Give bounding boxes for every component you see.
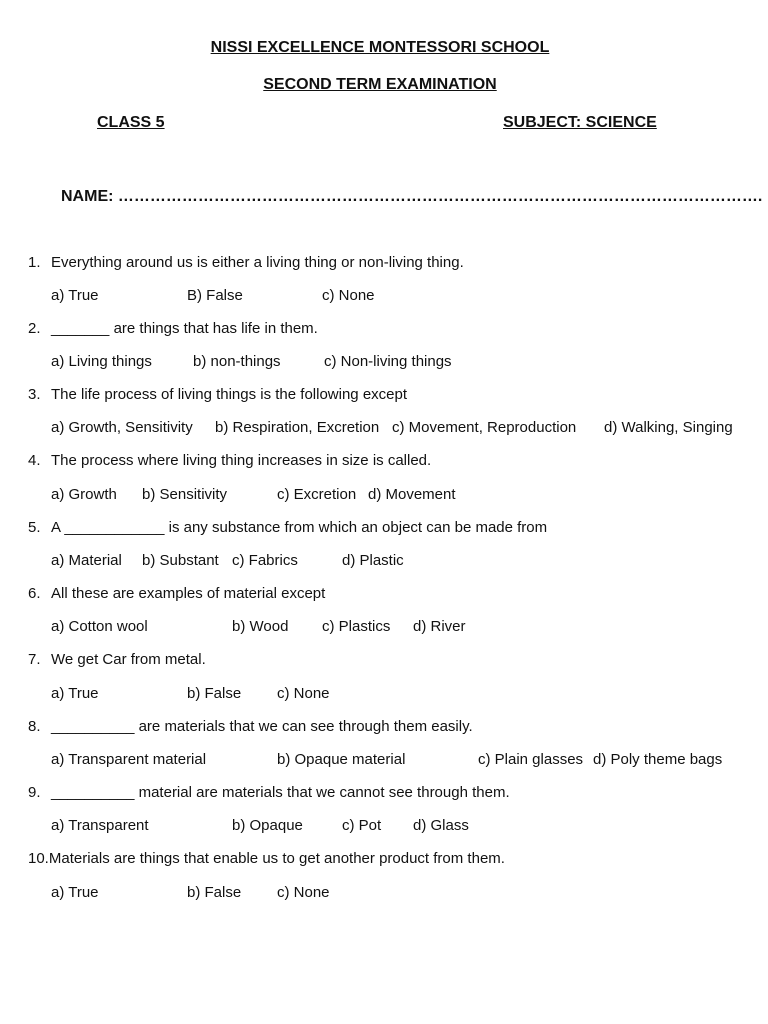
option-c: c) Plain glasses (478, 751, 584, 768)
question-number: 7. (28, 651, 41, 668)
option-c: c) Movement, Reproduction (392, 419, 577, 436)
question-2 (28, 320, 318, 337)
option-a: a) Cotton wool (51, 618, 148, 635)
question-number: 5. (28, 519, 41, 536)
question-9 (28, 784, 510, 801)
option-c: c) Plastics (322, 618, 391, 635)
question-text: The life process of living things is the following except (51, 386, 408, 403)
option-c: c) Fabrics (232, 552, 298, 569)
option-b: b) Substant (142, 552, 219, 569)
question-number: 2. (28, 320, 41, 337)
question-text: _______ are things that has life in them. (51, 320, 318, 337)
option-b: b) Opaque material (277, 751, 406, 768)
option-b: b) False (187, 884, 242, 901)
question-1 (28, 254, 464, 271)
question-7 (28, 651, 206, 668)
question-text: We get Car from metal. (51, 651, 206, 668)
question-3 (28, 386, 407, 403)
question-number: 6. (28, 585, 41, 602)
option-b: b) Opaque (232, 817, 303, 834)
question-4 (28, 452, 431, 469)
option-d: d) Poly theme bags (593, 751, 723, 768)
option-b: b) False (187, 685, 242, 702)
option-a: a) True (51, 287, 99, 304)
question-number: 9. (28, 784, 41, 801)
option-b: B) False (187, 287, 243, 304)
question-number: 3. (28, 386, 41, 403)
question-number: 4. (28, 452, 41, 469)
option-a: a) Transparent (51, 817, 149, 834)
question-8 (28, 718, 473, 735)
option-c: c) None (322, 287, 375, 304)
option-c: c) Pot (342, 817, 382, 834)
option-a: a) Living things (51, 353, 152, 370)
option-a: a) Material (51, 552, 122, 569)
option-d: d) River (413, 618, 466, 635)
question-10 (28, 850, 505, 867)
option-a: a) True (51, 685, 99, 702)
option-a: a) Growth, Sensitivity (51, 419, 193, 436)
class-label: CLASS 5 (97, 114, 165, 131)
question-text: Materials are things that enable us to get another product from them. (48, 850, 505, 867)
school-name: NISSI EXCELLENCE MONTESSORI SCHOOL (210, 39, 550, 56)
question-text: The process where living thing increases in size is called. (51, 452, 432, 469)
question-text: __________ are materials that we can see through them easily. (51, 718, 473, 735)
name-field-line: NAME: …………………………………………………………………………………………………………. (61, 188, 763, 205)
option-d: d) Walking, Singing (604, 419, 733, 436)
option-a: a) Transparent material (51, 751, 207, 768)
question-text: All these are examples of material except (51, 585, 326, 602)
exam-title: SECOND TERM EXAMINATION (263, 76, 497, 93)
option-b: b) Sensitivity (142, 486, 228, 503)
question-number: 10. (28, 850, 49, 867)
question-text: __________ material are materials that we cannot see through them. (51, 784, 510, 801)
question-number: 8. (28, 718, 41, 735)
question-6 (28, 585, 325, 602)
option-d: d) Plastic (342, 552, 404, 569)
question-text: A ____________ is any substance from which an object can be made from (51, 519, 548, 536)
question-5 (28, 519, 547, 536)
option-c: c) Excretion (277, 486, 357, 503)
option-c: c) Non-living things (324, 353, 452, 370)
subject-label: SUBJECT: SCIENCE (503, 114, 657, 131)
option-d: d) Movement (368, 486, 456, 503)
option-b: b) Respiration, Excretion (215, 419, 380, 436)
option-c: c) None (277, 685, 330, 702)
option-a: a) True (51, 884, 99, 901)
option-b: b) non-things (193, 353, 281, 370)
option-b: b) Wood (232, 618, 289, 635)
option-d: d) Glass (413, 817, 469, 834)
option-c: c) None (277, 884, 330, 901)
question-number: 1. (28, 254, 41, 271)
option-a: a) Growth (51, 486, 117, 503)
question-text: Everything around us is either a living thing or non-living thing. (51, 254, 464, 271)
